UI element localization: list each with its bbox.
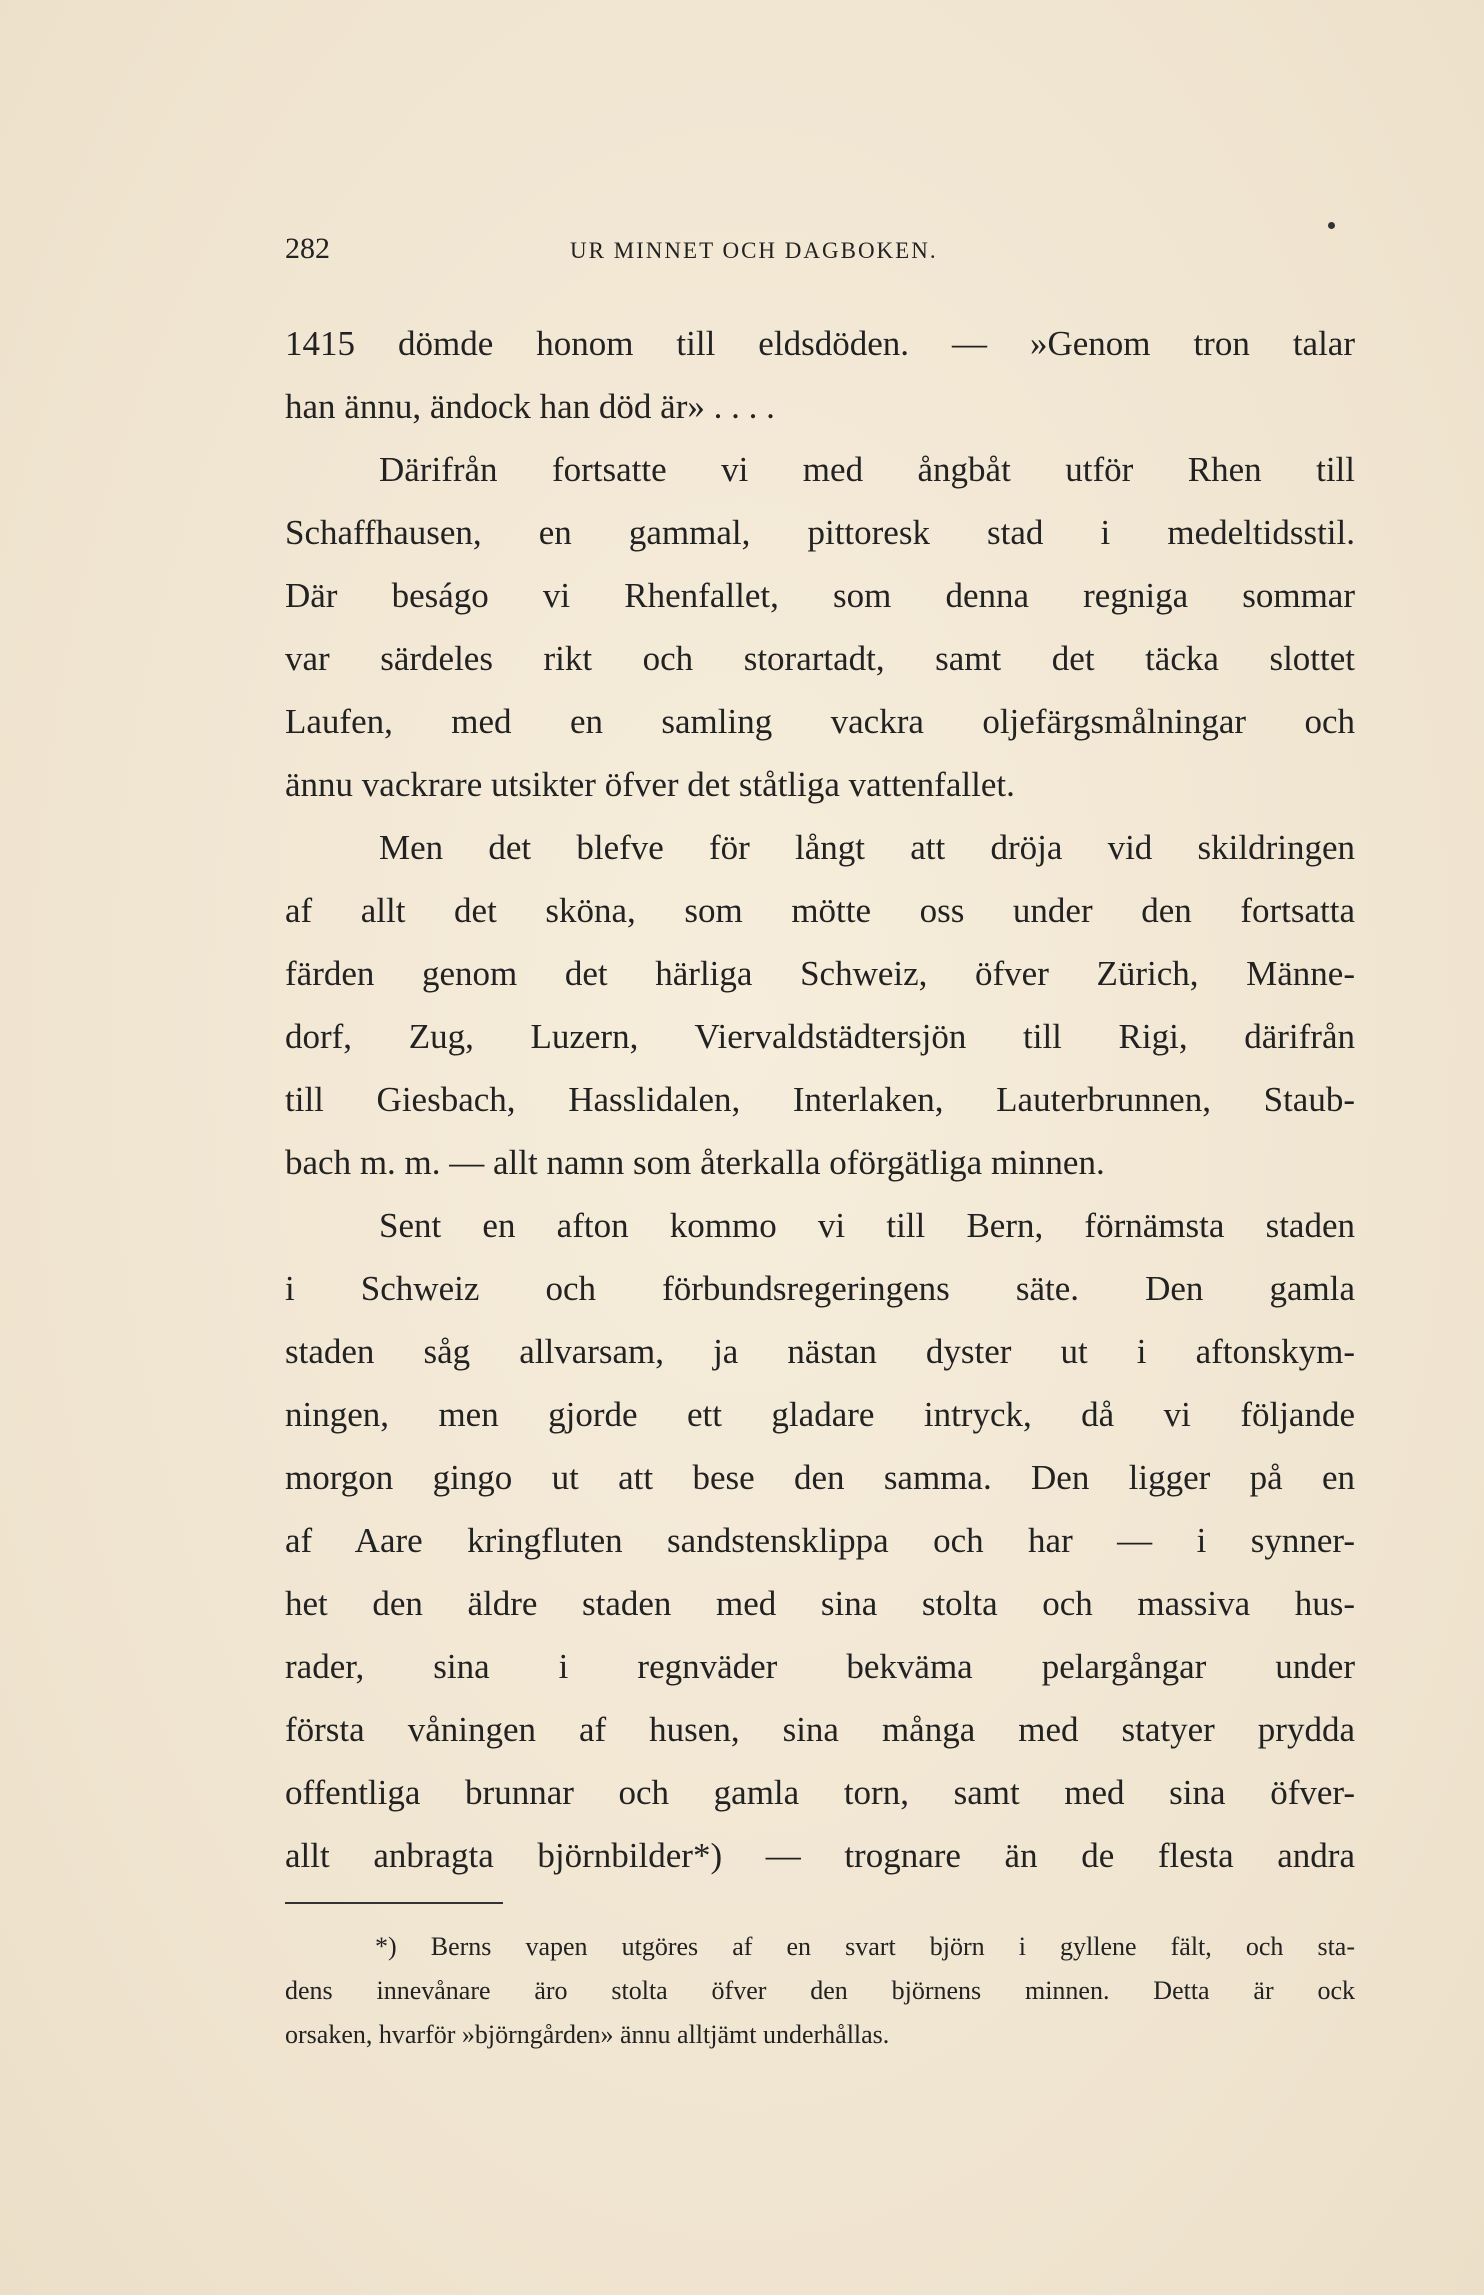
page-header — [285, 232, 1355, 282]
text-line: allt anbragta björnbilder*) — trognare än de flesta andra — [285, 1836, 1355, 1875]
footnote-line: dens innevånare äro stolta öfver den björnens minnen. Detta är ock — [285, 1976, 1355, 2005]
text-line: offentliga brunnar och gamla torn, samt med sina öfver- — [285, 1773, 1355, 1812]
text-line: färden genom det härliga Schweiz, öfver Zürich, Männe- — [285, 954, 1355, 993]
text-line: Sent en afton kommo vi till Bern, förnämsta staden — [379, 1206, 1355, 1245]
text-line: Men det blefve för långt att dröja vid skildringen — [379, 828, 1355, 867]
body-text — [285, 312, 1355, 1887]
text-line: ningen, men gjorde ett gladare intryck, då vi följande — [285, 1395, 1355, 1434]
text-line: Därifrån fortsatte vi med ångbåt utför Rhen till — [379, 450, 1355, 489]
text-line: var särdeles rikt och storartadt, samt det täcka slottet — [285, 639, 1355, 678]
text-line: ännu vackrare utsikter öfver det ståtliga vattenfallet. — [285, 765, 1015, 804]
text-line: bach m. m. — allt namn som återkalla oförgätliga minnen. — [285, 1143, 1105, 1182]
text-line: första våningen af husen, sina många med statyer prydda — [285, 1710, 1355, 1749]
text-line: Där beságo vi Rhenfallet, som denna regniga sommar — [285, 576, 1355, 615]
footnote-divider — [285, 1902, 503, 1904]
text-line: rader, sina i regnväder bekväma pelargångar under — [285, 1647, 1355, 1686]
text-line: till Giesbach, Hasslidalen, Interlaken, Lauterbrunnen, Staub- — [285, 1080, 1355, 1119]
text-line: het den äldre staden med sina stolta och massiva hus- — [285, 1584, 1355, 1623]
text-line: Laufen, med en samling vackra oljefärgsmålningar och — [285, 702, 1355, 741]
running-title: UR MINNET OCH DAGBOKEN. — [570, 238, 938, 263]
text-line: staden såg allvarsam, ja nästan dyster ut i aftonskym- — [285, 1332, 1355, 1371]
footnote — [285, 1925, 1355, 2057]
text-line: han ännu, ändock han död är» . . . . — [285, 387, 775, 426]
footnote-line: orsaken, hvarför »björngården» ännu alltjämt underhållas. — [285, 2020, 890, 2049]
text-line: i Schweiz och förbundsregeringens säte. Den gamla — [285, 1269, 1355, 1308]
text-line: 1415 dömde honom till eldsdöden. — »Genom tron talar — [285, 324, 1355, 363]
page-number: 282 — [285, 232, 330, 265]
text-line: dorf, Zug, Luzern, Viervaldstädtersjön till Rigi, därifrån — [285, 1017, 1355, 1056]
text-line: morgon gingo ut att bese den samma. Den ligger på en — [285, 1458, 1355, 1497]
footnote-line: *) Berns vapen utgöres af en svart björn i gyllene fält, och sta- — [375, 1932, 1355, 1961]
text-line: af allt det sköna, som mötte oss under den fortsatta — [285, 891, 1355, 930]
text-line: af Aare kringfluten sandstensklippa och har — i synner- — [285, 1521, 1355, 1560]
ink-speck — [1328, 222, 1335, 229]
text-line: Schaffhausen, en gammal, pittoresk stad i medeltidsstil. — [285, 513, 1355, 552]
